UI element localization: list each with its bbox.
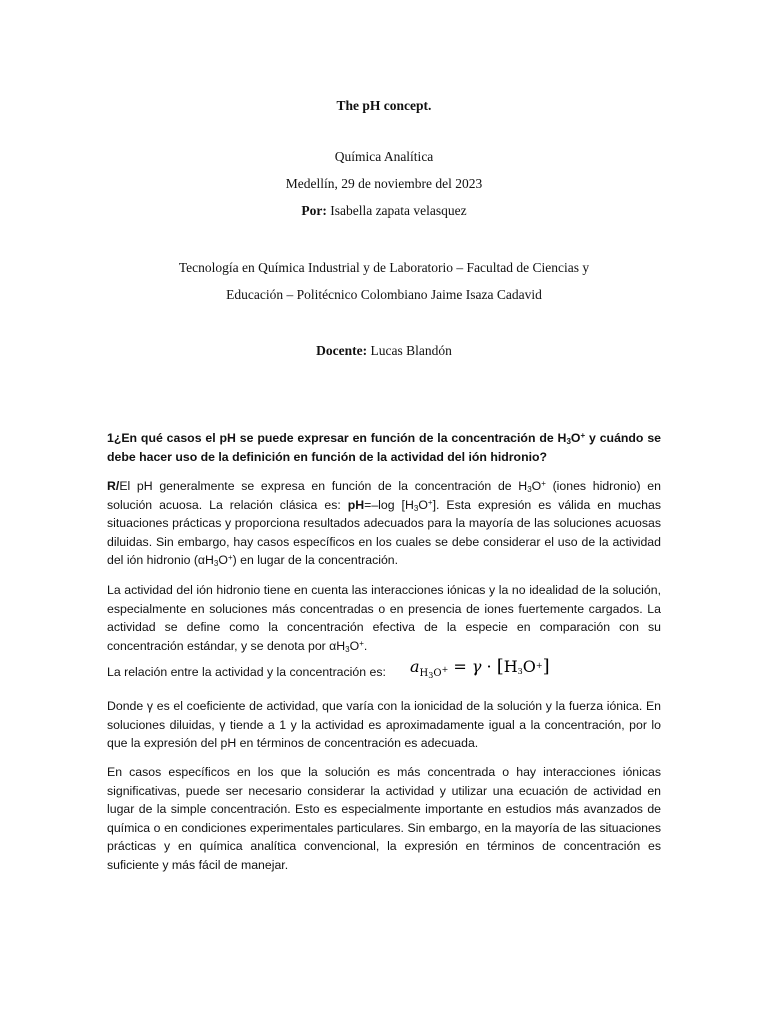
author-line [0, 197, 768, 224]
conclusion-paragraph: En casos específicos en los que la solución es más concentrada o hay interacciones iónicas significativas, puede ser necesario considerar la actividad y utilizar una ecuación de actividad en lugar de la simple concentración. Esto es especialmente importante en estudios más avanzados de química o en condiciones experimentales particulares. Sin embargo, en la mayoría de las situaciones prácticas y en química analítica convencional, la expresión en términos de concentración es suficiente y más fácil de manejar. [107, 765, 661, 872]
course-name: Química Analítica [334, 149, 434, 164]
author-name: Isabella zapata velasquez [330, 203, 467, 218]
coefficient-paragraph: Donde γ es el coeficiente de actividad, que varía con la ionicidad de la solución y la fuerza iónica. En soluciones diluidas, γ tiende a 1 y la actividad es aproximadamente igual a la concentración, por lo que la expresión del pH en términos de concentración es adecuada. [107, 699, 661, 751]
activity-paragraph: La actividad del ión hidronio tiene en cuenta las interacciones iónicas y la no idealidad de la solución, especialmente en soluciones más concentradas o en presencia de iones fuertemente cargados. La actividad se define como la concentración efectiva de la especie en comparación con su concentración estándar, y se denota por $\alpha H_3O^+$. [107, 583, 661, 654]
teacher-label: Docente: [316, 343, 368, 358]
program-line-1: Tecnología en Química Industrial y de Laboratorio – Facultad de Ciencias y [178, 260, 590, 275]
ph-symbol: pH [347, 497, 365, 512]
author-label: Por: [301, 203, 327, 218]
formula-row [107, 656, 661, 686]
teacher-line [0, 337, 768, 364]
activity-formula: $a_{H_3O^+} = \gamma \cdot [H_3O^+]$ [410, 656, 550, 680]
question-heading: 1¿En qué casos el pH se puede expresar en función de la concentración de $H_3O^+$ y cuándo se debe hacer uso de la definición en función de la actividad del ión hidronio? [107, 431, 661, 464]
place-date: Medellín, 29 de noviembre del 2023 [285, 176, 483, 191]
answer-paragraph: R/El pH generalmente se expresa en función de la concentración de $H_3O^+$ (iones hidronio) en solución acuosa. La relación clásica es: pH=–log $[H_3O^+]$. Esta expresión es válida en muchas situaciones prácticas y proporciona resultados adecuados para la mayoría de las soluciones acuosas diluidas. Sin embargo, hay casos específicos en los cuales se debe considerar el uso de la actividad del ión hidronio $(\alpha H_3O^+)$ en lugar de la concentración. [107, 479, 661, 569]
document-title: The pH concept. [336, 98, 432, 113]
answer-label: R/ [107, 479, 120, 493]
program-line-2: Educación – Politécnico Colombiano Jaime Isaza Cadavid [226, 287, 542, 302]
teacher-name: Lucas Blandón [370, 343, 452, 358]
relation-label: La relación entre la actividad y la concentración es: [107, 665, 386, 679]
